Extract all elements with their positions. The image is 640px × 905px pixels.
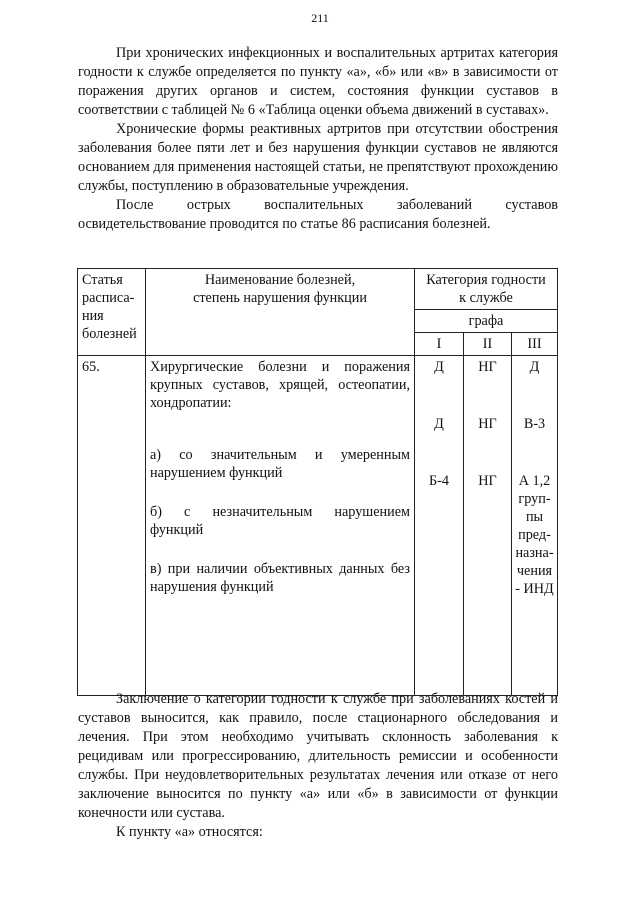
header-article-label: Статья расписа-ния болезней bbox=[82, 272, 137, 342]
header-category-line-1: Категория годности bbox=[426, 272, 546, 288]
header-column-1: I bbox=[415, 333, 464, 356]
header-name-line-1: Наименование болезней, bbox=[204, 272, 356, 288]
category-c-col3: А 1,2 груп-пы пред-назна-чения - ИНД bbox=[515, 473, 554, 597]
page-number: 211 bbox=[311, 11, 329, 25]
category-a-col1: Д bbox=[434, 359, 444, 375]
intro-paragraph-2: Хронические формы реактивных артритов при отсутствии обострения заболевания более пяти лет и без нарушения функции суставов не являются основанием для применения настоящей статьи, не препятствуют прохождению службы, поступлению в образовательные учреждения. bbox=[78, 121, 558, 194]
category-c-col2: НГ bbox=[478, 473, 497, 489]
table-row bbox=[78, 356, 558, 696]
header-category bbox=[415, 269, 558, 310]
row-article-number: 65. bbox=[78, 356, 146, 696]
disease-schedule-table bbox=[77, 268, 558, 696]
disease-title: Хирургические болезни и поражения крупных суставов, хрящей, остеопатии, хондропатии: bbox=[150, 359, 410, 411]
header-column-2: II bbox=[464, 333, 512, 356]
header-category-line-2: к службе bbox=[459, 290, 513, 306]
header-column-3: III bbox=[512, 333, 558, 356]
header-disease-name bbox=[146, 269, 415, 356]
category-column-1 bbox=[415, 356, 464, 696]
header-graph: графа bbox=[415, 310, 558, 333]
category-a-col3: Д bbox=[529, 359, 540, 375]
header-name-line-2: степень нарушения функции bbox=[193, 290, 367, 306]
disease-item-c: в) при наличии объективных данных без нарушения функций bbox=[150, 561, 410, 595]
conclusion-paragraph-1: Заключение о категории годности к службе при заболеваниях костей и суставов выносится, как правило, после стационарного обследования и лечения. При этом необходимо учитывать склонность заболевания к рецидивам или прогрессированию, длительность ремиссии и особенности службы. При неудовлетворительных результатах лечения или отказе от него заключение выносится по пункту «а» или «б» в зависимости от функции конечности или сустава. bbox=[78, 691, 558, 821]
intro-paragraph-3: После острых воспалительных заболеваний суставов освидетельствование проводится по статье 86 расписания болезней. bbox=[78, 197, 558, 232]
category-b-col1: Д bbox=[434, 416, 444, 432]
category-column-3 bbox=[512, 356, 558, 696]
disease-item-a: а) со значительным и умеренным нарушением функций bbox=[150, 447, 410, 481]
row-disease-description bbox=[146, 356, 415, 696]
intro-text bbox=[78, 44, 558, 234]
conclusion-text bbox=[78, 690, 558, 842]
category-b-col2: НГ bbox=[478, 416, 497, 432]
disease-item-b: б) с незначительным нарушением функций bbox=[150, 504, 410, 538]
intro-paragraph-1: При хронических инфекционных и воспалительных артритах категория годности к службе определяется по пункту «а», «б» или «в» в зависимости от поражения других органов и систем, состояния функции суставов в соответствии с таблицей № 6 «Таблица оценки объема движений в суставах». bbox=[78, 45, 558, 118]
category-b-col3: В-3 bbox=[523, 416, 546, 432]
category-c-col1: Б-4 bbox=[429, 473, 449, 489]
conclusion-paragraph-2: К пункту «а» относятся: bbox=[116, 824, 263, 840]
category-a-col2: НГ bbox=[478, 359, 497, 375]
category-column-2 bbox=[464, 356, 512, 696]
header-article bbox=[78, 269, 146, 356]
